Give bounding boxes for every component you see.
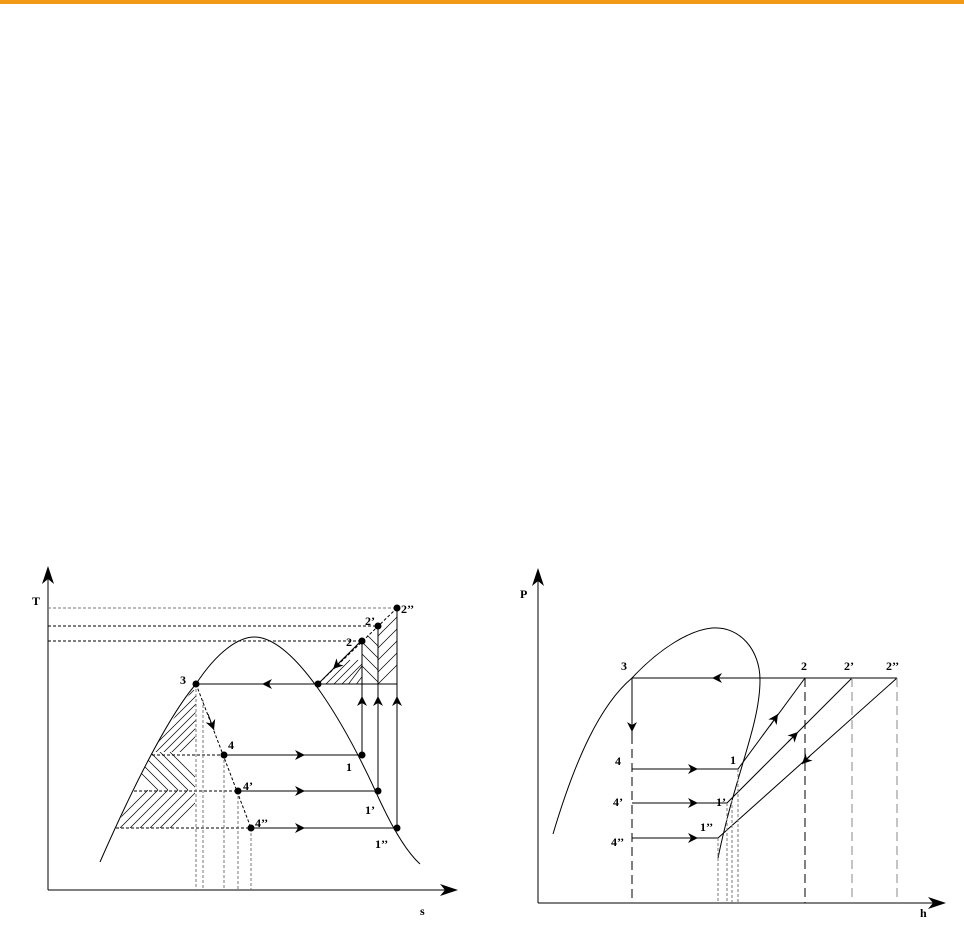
ts-label-4dd: 4’’	[255, 816, 269, 830]
ts-point-1	[359, 752, 366, 759]
ph-label-1d: 1’	[716, 795, 726, 809]
ph-label-1dd: 1’’	[700, 820, 714, 834]
ph-label-2d: 2’	[844, 659, 854, 673]
ts-diagram	[32, 566, 458, 918]
ph-label-2: 2	[801, 659, 807, 673]
ts-y-axis-label: T	[32, 594, 41, 608]
ts-point-1d	[375, 788, 382, 795]
ts-label-2dd: 2’’	[401, 602, 415, 616]
ts-hatch-area-c	[110, 790, 208, 828]
ts-label-1: 1	[346, 760, 352, 774]
ph-saturation-dome	[553, 628, 760, 858]
ts-point-2	[359, 638, 366, 645]
ts-label-3: 3	[180, 673, 186, 687]
ts-label-1dd: 1’’	[375, 837, 389, 851]
ph-label-1: 1	[730, 753, 736, 767]
ts-hatch-area-e	[360, 628, 380, 684]
ts-point-3	[193, 681, 200, 688]
ph-axes	[532, 568, 946, 909]
ts-point-1dd	[394, 825, 401, 832]
ph-diagram	[520, 568, 946, 920]
ts-hatch-area-a	[116, 690, 242, 760]
ts-point-4dd	[248, 825, 255, 832]
ph-y-axis-label: P	[520, 587, 528, 601]
ph-label-3: 3	[621, 659, 627, 673]
ts-label-1d: 1’	[365, 803, 375, 817]
ts-point-sat-vapor	[315, 681, 322, 688]
ts-point-2dd	[394, 605, 401, 612]
ts-axes	[42, 566, 458, 896]
ts-point-2d	[375, 623, 382, 630]
ts-x-axis-label: s	[420, 904, 425, 918]
ts-label-4d: 4’	[243, 779, 253, 793]
ph-label-4dd: 4’’	[611, 835, 625, 849]
ts-label-4: 4	[228, 738, 234, 752]
ts-label-2: 2	[346, 635, 352, 649]
ph-label-4: 4	[615, 754, 621, 768]
ts-hatch-area-b	[120, 752, 208, 790]
ph-label-4d: 4’	[613, 795, 623, 809]
ph-x-axis-label: h	[920, 906, 927, 920]
ts-label-2d: 2’	[365, 614, 375, 628]
ts-point-4	[221, 752, 228, 759]
ph-label-2dd: 2’’	[886, 659, 900, 673]
ts-point-4d	[235, 788, 242, 795]
